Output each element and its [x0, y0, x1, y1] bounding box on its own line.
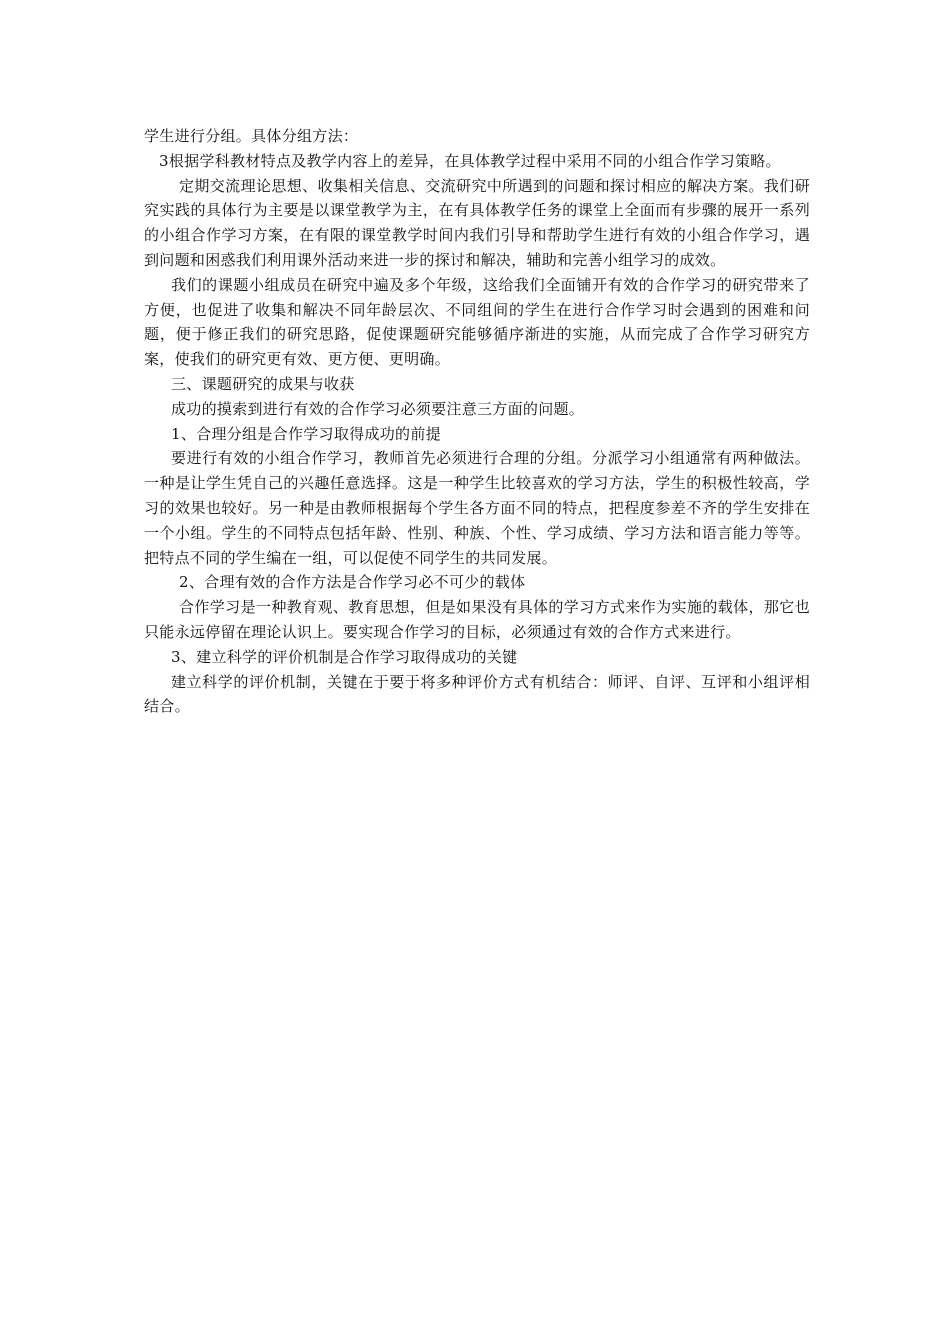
paragraph-team-members: 我们的课题小组成员在研究中遍及多个年级，这给我们全面铺开有效的合作学习的研究带来了方便，也促进了收集和解决不同年龄层次、不同组间的学生在进行合作学习时会遇到的困难和问题，便于修正我们的研究思路，促使课题研究能够循序渐进的实施，从而完成了合作学习研究方案，使我们的研究更有效、更方便、更明确。 [144, 275, 810, 369]
paragraph-cooperative-learning: 合作学习是一种教育观、教育思想，但是如果没有具体的学习方式来作为实施的载体，那它也只能永远停留在理论认识上。要实现合作学习的目标，必须通过有效的合作方式来进行。 [144, 598, 810, 641]
paragraph-regular-exchange: 定期交流理论思想、收集相关信息、交流研究中所遇到的问题和探讨相应的解决方案。我们研究实践的具体行为主要是以课堂教学为主，在有具体教学任务的课堂上全面而有步骤的展开一系列的小组合作学习方案，在有限的课堂教学时间内我们引导和帮助学生进行有效的小组合作学习，遇到问题和困惑我们利用课外活动来进一步的探讨和解决，辅助和完善小组学习的成效。 [144, 176, 810, 269]
paragraph-evaluation-methods: 建立科学的评价机制，关键在于要于将多种评价方式有机结合：师评、自评、互评和小组评相结合。 [144, 672, 810, 716]
subheading-reasonable-grouping: 1、合理分组是合作学习取得成功的前提 [171, 424, 441, 443]
subheading-cooperation-methods: 2、合理有效的合作方法是合作学习必不可少的载体 [179, 573, 526, 592]
section-heading-results: 三、课题研究的成果与收获 [171, 374, 355, 393]
paragraph-strategy: 3根据学科教材特点及教学内容上的差异，在具体教学过程中采用不同的小组合作学习策略。 [159, 151, 781, 170]
paragraph-three-aspects: 成功的摸索到进行有效的合作学习必须要注意三方面的问题。 [171, 399, 585, 418]
subheading-evaluation-mechanism: 3、建立科学的评价机制是合作学习取得成功的关键 [171, 647, 518, 666]
document-body [144, 124, 810, 719]
paragraph-grouping-intro: 学生进行分组。具体分组方法： [144, 127, 359, 145]
paragraph-grouping-methods: 要进行有效的小组合作学习，教师首先必须进行合理的分组。分派学习小组通常有两种做法。一种是让学生凭自己的兴趣任意选择。这是一种学生比较喜欢的学习方法，学生的积极性较高，学习的效果也较好。另一种是由教师根据每个学生各方面不同的特点，把程度参差不齐的学生安排在一个小组。学生的不同特点包括年龄、性别、种族、个性、学习成绩、学习方法和语言能力等等。把特点不同的学生编在一组，可以促使不同学生的共同发展。 [144, 449, 810, 567]
